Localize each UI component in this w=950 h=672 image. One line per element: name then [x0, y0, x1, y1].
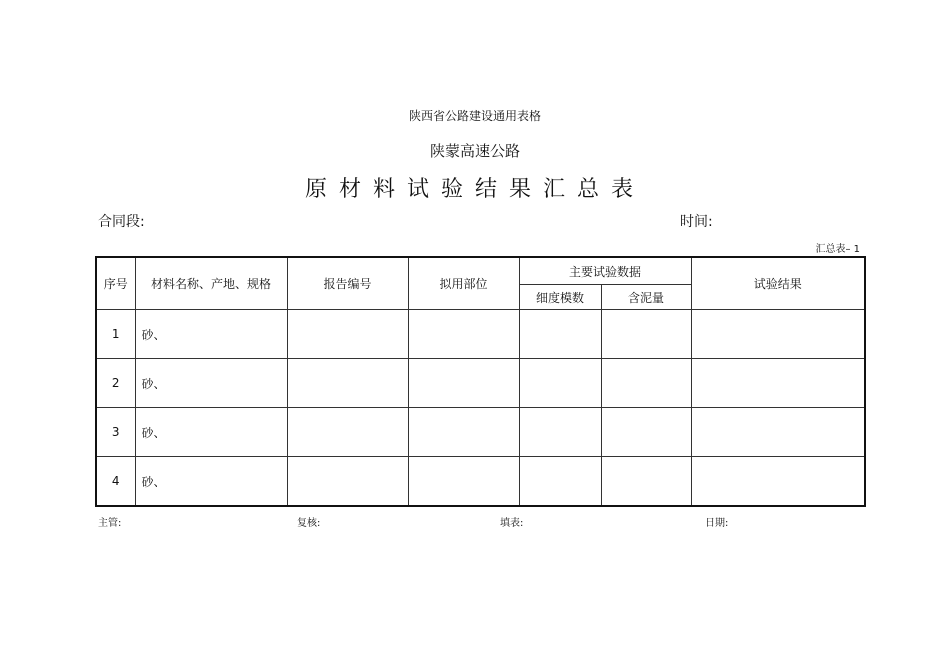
form-number: 汇总表– 1: [815, 244, 860, 255]
reviewer-label: 复核:: [297, 518, 321, 529]
row-location: [408, 359, 519, 408]
col-header-mud: 含泥量: [601, 285, 691, 310]
preparer-label: 填表:: [500, 518, 524, 529]
form-title: 原材料试验结果汇总表: [304, 177, 645, 202]
col-header-fineness: 细度模数: [519, 285, 601, 310]
row-fineness: [519, 359, 601, 408]
supervisor-label: 主管:: [98, 518, 122, 529]
row-material: 砂、: [135, 359, 287, 408]
results-table: [95, 256, 866, 507]
row-fineness: [519, 408, 601, 457]
row-report: [287, 408, 408, 457]
date-label: 日期:: [705, 518, 729, 529]
row-report: [287, 359, 408, 408]
form-org-line: 陕西省公路建设通用表格: [408, 109, 541, 123]
project-name: 陕蒙高速公路: [429, 142, 520, 160]
row-index: 3: [96, 408, 135, 457]
col-header-index: 序号: [96, 257, 135, 310]
row-result: [691, 457, 865, 507]
table-row: [96, 359, 865, 408]
contract-section-label: 合同段:: [98, 214, 145, 230]
row-index: 2: [96, 359, 135, 408]
col-header-material: 材料名称、产地、规格: [135, 257, 287, 310]
row-fineness: [519, 310, 601, 359]
row-fineness: [519, 457, 601, 507]
time-label: 时间:: [680, 214, 713, 230]
row-mud: [601, 359, 691, 408]
row-material: 砂、: [135, 457, 287, 507]
row-report: [287, 457, 408, 507]
table-row: [96, 408, 865, 457]
table-row: [96, 457, 865, 507]
col-header-result: 试验结果: [691, 257, 865, 310]
col-header-location: 拟用部位: [408, 257, 519, 310]
row-material: 砂、: [135, 310, 287, 359]
col-header-report: 报告编号: [287, 257, 408, 310]
row-result: [691, 408, 865, 457]
row-index: 1: [96, 310, 135, 359]
row-location: [408, 457, 519, 507]
row-mud: [601, 310, 691, 359]
table-header-row: [96, 257, 865, 285]
row-index: 4: [96, 457, 135, 507]
row-location: [408, 310, 519, 359]
col-header-main-data: 主要试验数据: [519, 257, 691, 285]
row-location: [408, 408, 519, 457]
table-row: [96, 310, 865, 359]
row-material: 砂、: [135, 408, 287, 457]
row-result: [691, 310, 865, 359]
row-mud: [601, 408, 691, 457]
row-result: [691, 359, 865, 408]
row-report: [287, 310, 408, 359]
row-mud: [601, 457, 691, 507]
